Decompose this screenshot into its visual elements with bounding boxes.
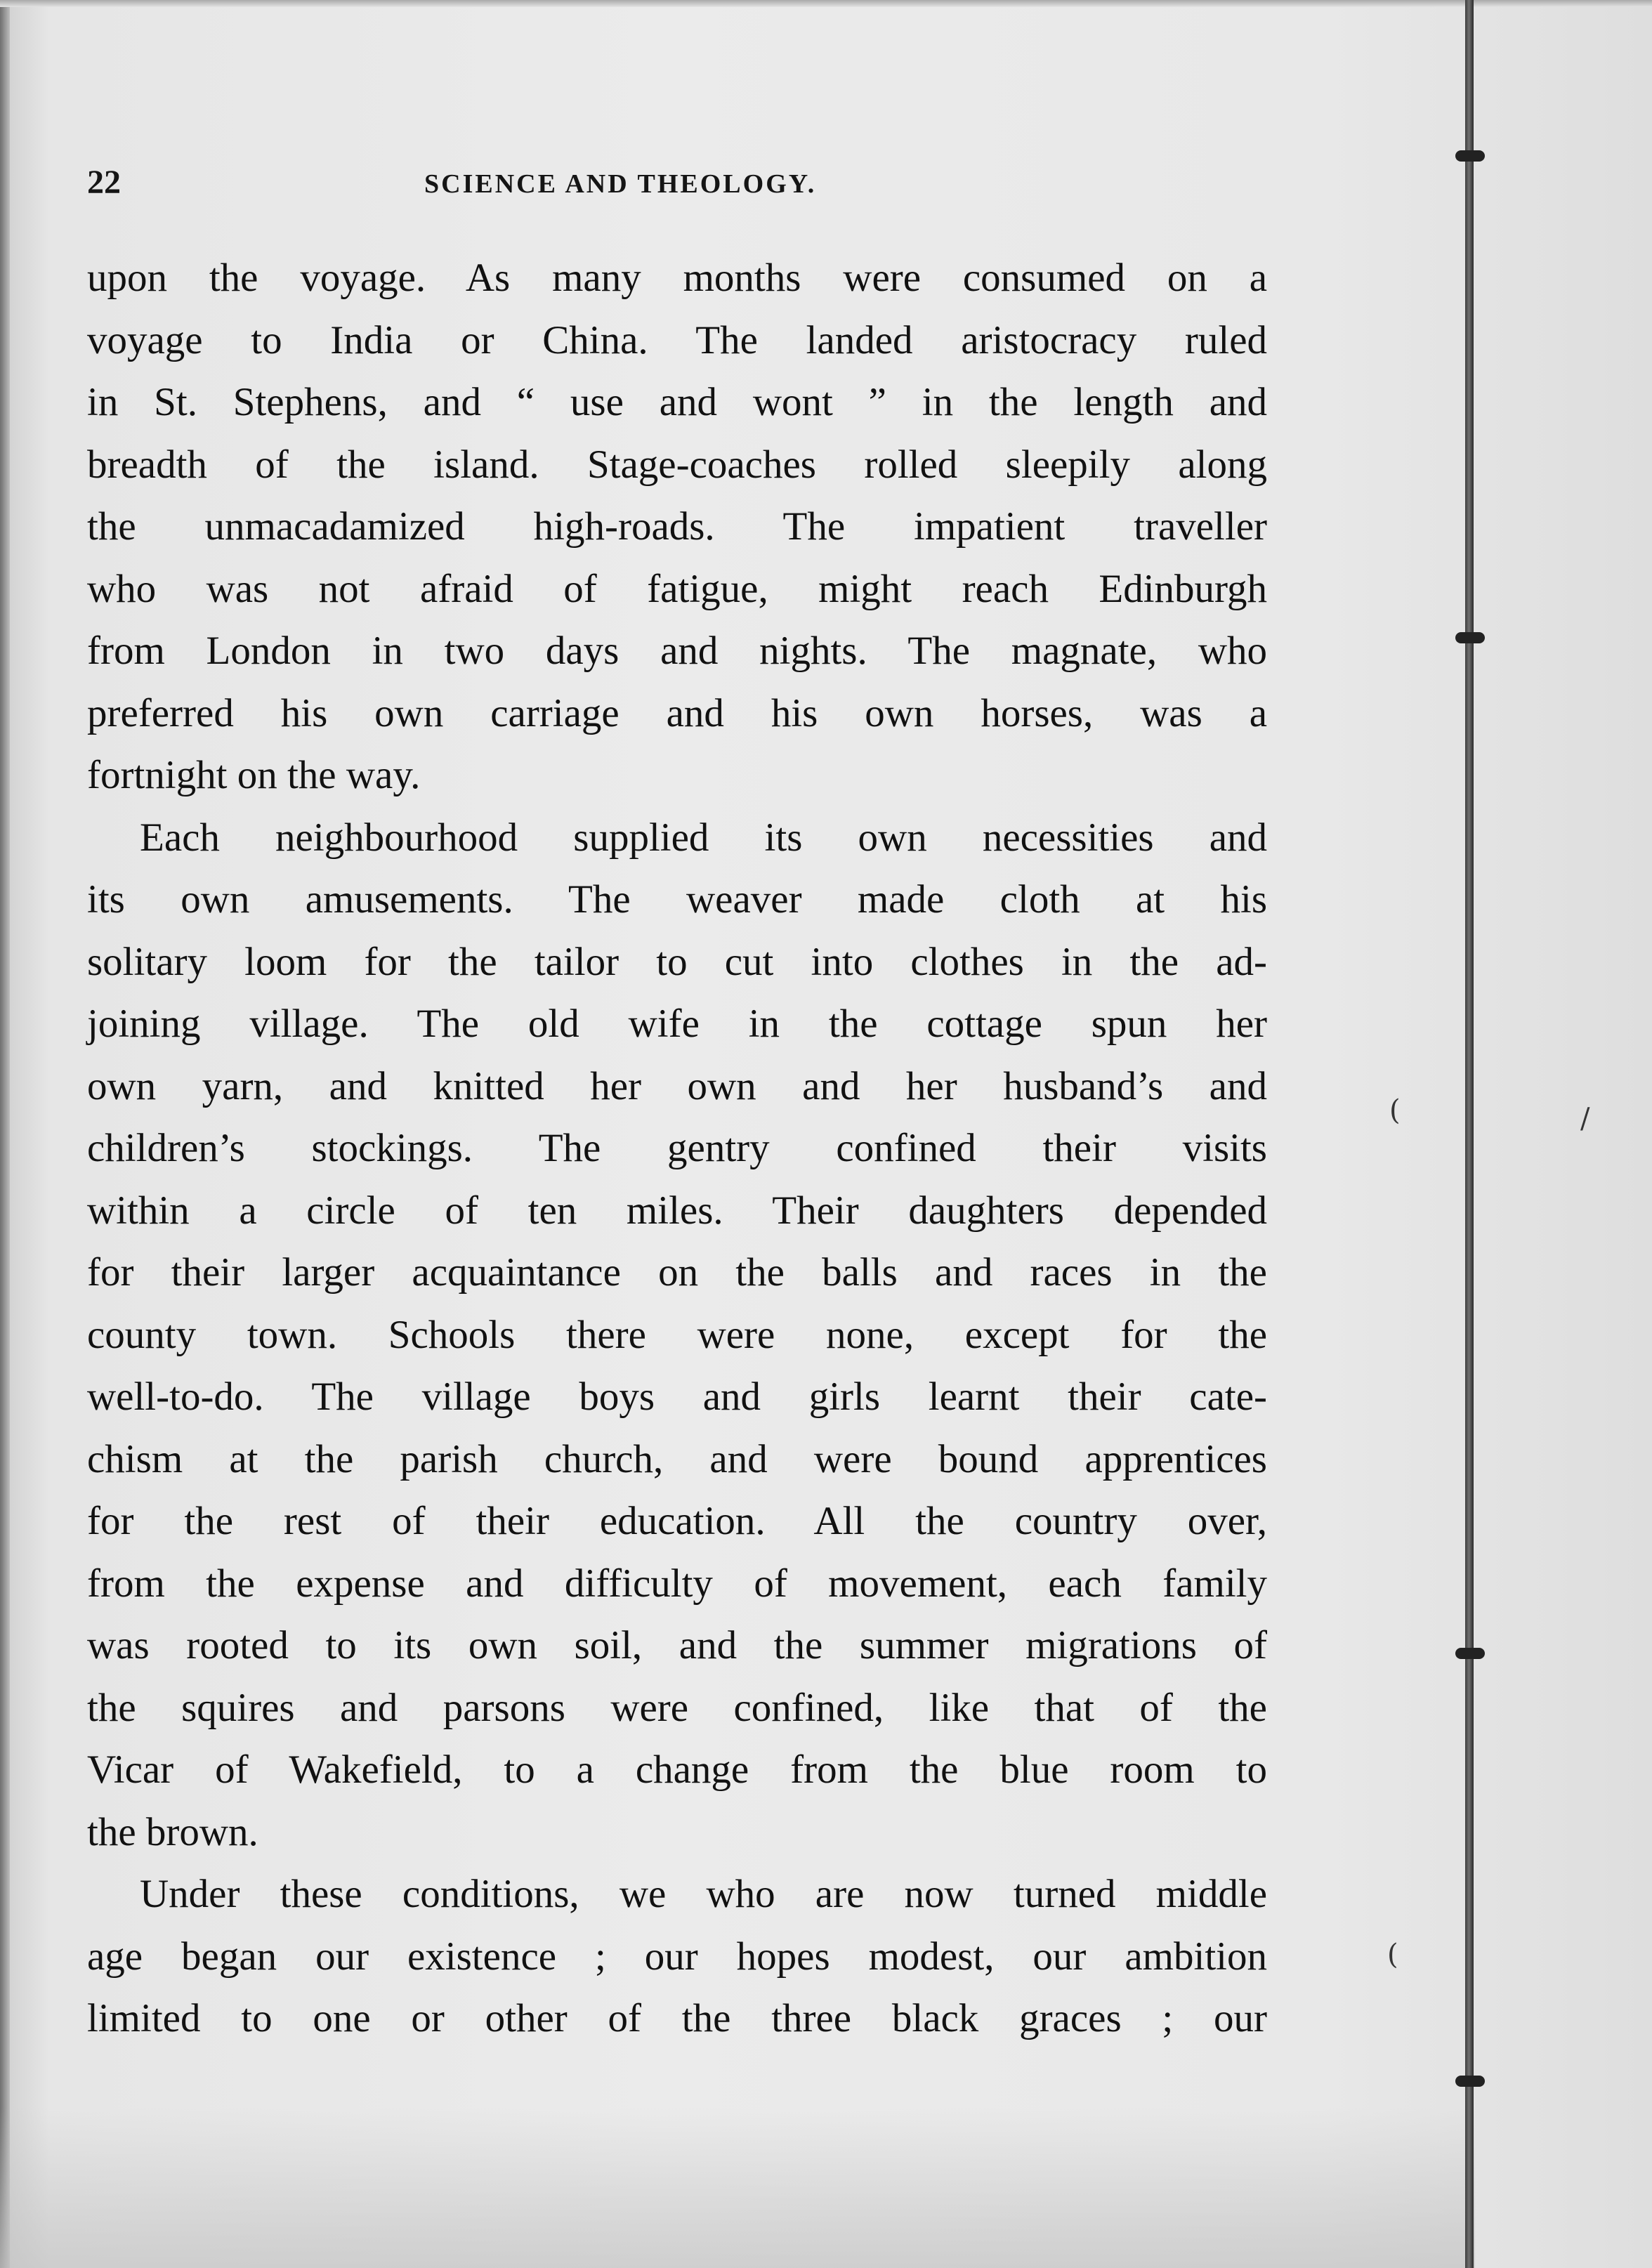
text-line: from London in two days and nights. The magnate, who — [87, 629, 1267, 673]
text-line: Each neighbourhood supplied its own necessities and — [140, 815, 1267, 860]
page-bottom-shadow — [0, 2107, 1475, 2268]
text-line: the unmacadamized high-roads. The impatient traveller — [87, 504, 1267, 549]
text-line: voyage to India or China. The landed aristocracy ruled — [87, 317, 1267, 362]
text-line: chism at the parish church, and were bound apprentices — [87, 1436, 1267, 1481]
text-line: its own amusements. The weaver made cloth at his — [87, 877, 1267, 922]
text-line: well-to-do. The village boys and girls learnt their cate- — [87, 1375, 1267, 1419]
specks: ( — [1389, 1094, 1401, 1127]
text-line: Under these conditions, we who are now turned middle — [140, 1872, 1267, 1916]
text-line: Vicar of Wakefield, to a change from the blue room to — [87, 1748, 1267, 1792]
binding-stitch — [1455, 632, 1485, 643]
text-line: in St. Stephens, and “ use and wont ” in the length and — [87, 380, 1267, 424]
text-line: the squires and parsons were confined, like that of the — [87, 1685, 1267, 1730]
paragraph — [87, 807, 1267, 1864]
text-line: upon the voyage. As many months were consumed on a — [87, 256, 1267, 300]
paragraph — [87, 1863, 1267, 2050]
binding-stitch — [1455, 150, 1485, 162]
text-line: joining village. The old wife in the cottage spun her — [87, 1002, 1267, 1046]
text-line: from the expense and difficulty of movement, each family — [87, 1561, 1267, 1606]
text-line: for the rest of their education. All the country over, — [87, 1499, 1267, 1543]
text-line: county town. Schools there were none, except for the — [87, 1312, 1267, 1357]
paragraph — [87, 247, 1267, 807]
binding-stitch — [1455, 1648, 1485, 1659]
body-text — [87, 247, 1267, 2050]
page-top-edge — [0, 0, 1652, 7]
text-line: within a circle of ten miles. Their daughters depended — [87, 1188, 1267, 1233]
page-left-edge — [0, 0, 10, 2268]
text-line: was rooted to its own soil, and the summer migrations of — [87, 1623, 1267, 1667]
page-header — [87, 163, 1267, 205]
text-line: limited to one or other of the three black graces ; our — [87, 1996, 1267, 2040]
page-number: 22 — [87, 164, 121, 201]
text-line: fortnight on the way. — [87, 753, 421, 797]
binding-stitch — [1455, 2076, 1485, 2087]
text-line: breadth of the island. Stage-coaches rolled sleepily along — [87, 442, 1267, 487]
text-line: for their larger acquaintance on the balls and races in the — [87, 1250, 1267, 1294]
specks: ( — [1387, 1939, 1398, 1971]
text-line: age began our existence ; our hopes modest, our ambition — [87, 1934, 1267, 1979]
text-line: solitary loom for the tailor to cut into clothes in the ad- — [87, 939, 1267, 984]
running-head: SCIENCE AND THEOLOGY. — [424, 169, 817, 199]
text-line: preferred his own carriage and his own horses, was a — [87, 690, 1267, 735]
text-line: the brown. — [87, 1809, 258, 1854]
binding-thread — [1465, 0, 1474, 2268]
text-line: own yarn, and knitted her own and her husband’s and — [87, 1063, 1267, 1108]
text-line: who was not afraid of fatigue, might reach Edinburgh — [87, 566, 1267, 611]
text-line: children’s stockings. The gentry confined their visits — [87, 1126, 1267, 1170]
specks: / — [1580, 1103, 1590, 1135]
